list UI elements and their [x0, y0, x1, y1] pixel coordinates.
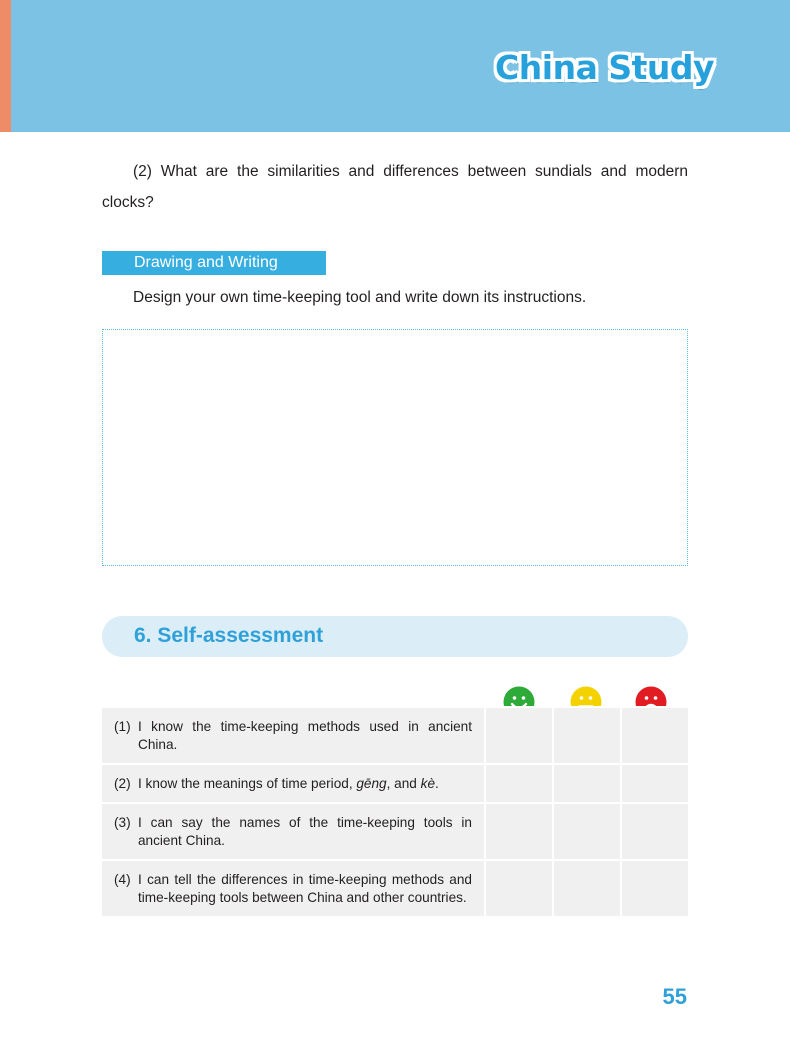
- item-number: (2): [114, 776, 131, 791]
- page-header: [0, 0, 790, 132]
- brand-title: China Study: [495, 48, 714, 87]
- assessment-statement: [102, 765, 484, 802]
- item-number: (3): [114, 815, 131, 830]
- item-text: I can say the names of the time-keeping tools in ancient China.: [138, 815, 472, 848]
- drawing-area[interactable]: [102, 329, 688, 566]
- item-text-start: I know the meanings of time period,: [138, 776, 357, 791]
- rating-cell-bad[interactable]: [622, 861, 688, 916]
- item-text: I know the time-keeping methods used in ancient China.: [138, 719, 472, 752]
- assessment-statement: [102, 708, 484, 763]
- drawing-instruction: Design your own time-keeping tool and write down its instructions.: [133, 289, 587, 306]
- self-assessment-title: 6. Self-assessment: [134, 624, 324, 647]
- rating-cell-ok[interactable]: [554, 861, 620, 916]
- item-text: I can tell the differences in time-keeping methods and time-keeping tools between China and other countries.: [138, 872, 472, 905]
- rating-cell-bad[interactable]: [622, 708, 688, 763]
- item-text-end: .: [435, 776, 439, 791]
- table-row: [102, 802, 688, 859]
- rating-cell-good[interactable]: [486, 765, 552, 802]
- rating-cell-good[interactable]: [486, 708, 552, 763]
- rating-cell-ok[interactable]: [554, 804, 620, 859]
- header-accent-stripe: [0, 0, 11, 132]
- rating-cell-ok[interactable]: [554, 765, 620, 802]
- item-text-mid: , and: [386, 776, 421, 791]
- self-assessment-table: [102, 706, 688, 916]
- self-assessment-header: [102, 616, 688, 657]
- rating-cell-bad[interactable]: [622, 804, 688, 859]
- term-ke: kè: [420, 776, 435, 791]
- item-number: (4): [114, 872, 131, 887]
- item-number: (1): [114, 719, 131, 734]
- section-heading-drawing: Drawing and Writing: [102, 251, 326, 275]
- assessment-statement: [102, 861, 484, 916]
- table-row: [102, 763, 688, 802]
- question-text: (2) What are the similarities and differences between sundials and modern clocks?: [102, 163, 688, 211]
- rating-cell-good[interactable]: [486, 804, 552, 859]
- rating-cell-bad[interactable]: [622, 765, 688, 802]
- assessment-statement: [102, 804, 484, 859]
- rating-cell-ok[interactable]: [554, 708, 620, 763]
- table-row: [102, 706, 688, 763]
- page-number: 55: [662, 984, 687, 1009]
- rating-cell-good[interactable]: [486, 861, 552, 916]
- table-row: [102, 859, 688, 916]
- term-geng: gēng: [356, 776, 387, 791]
